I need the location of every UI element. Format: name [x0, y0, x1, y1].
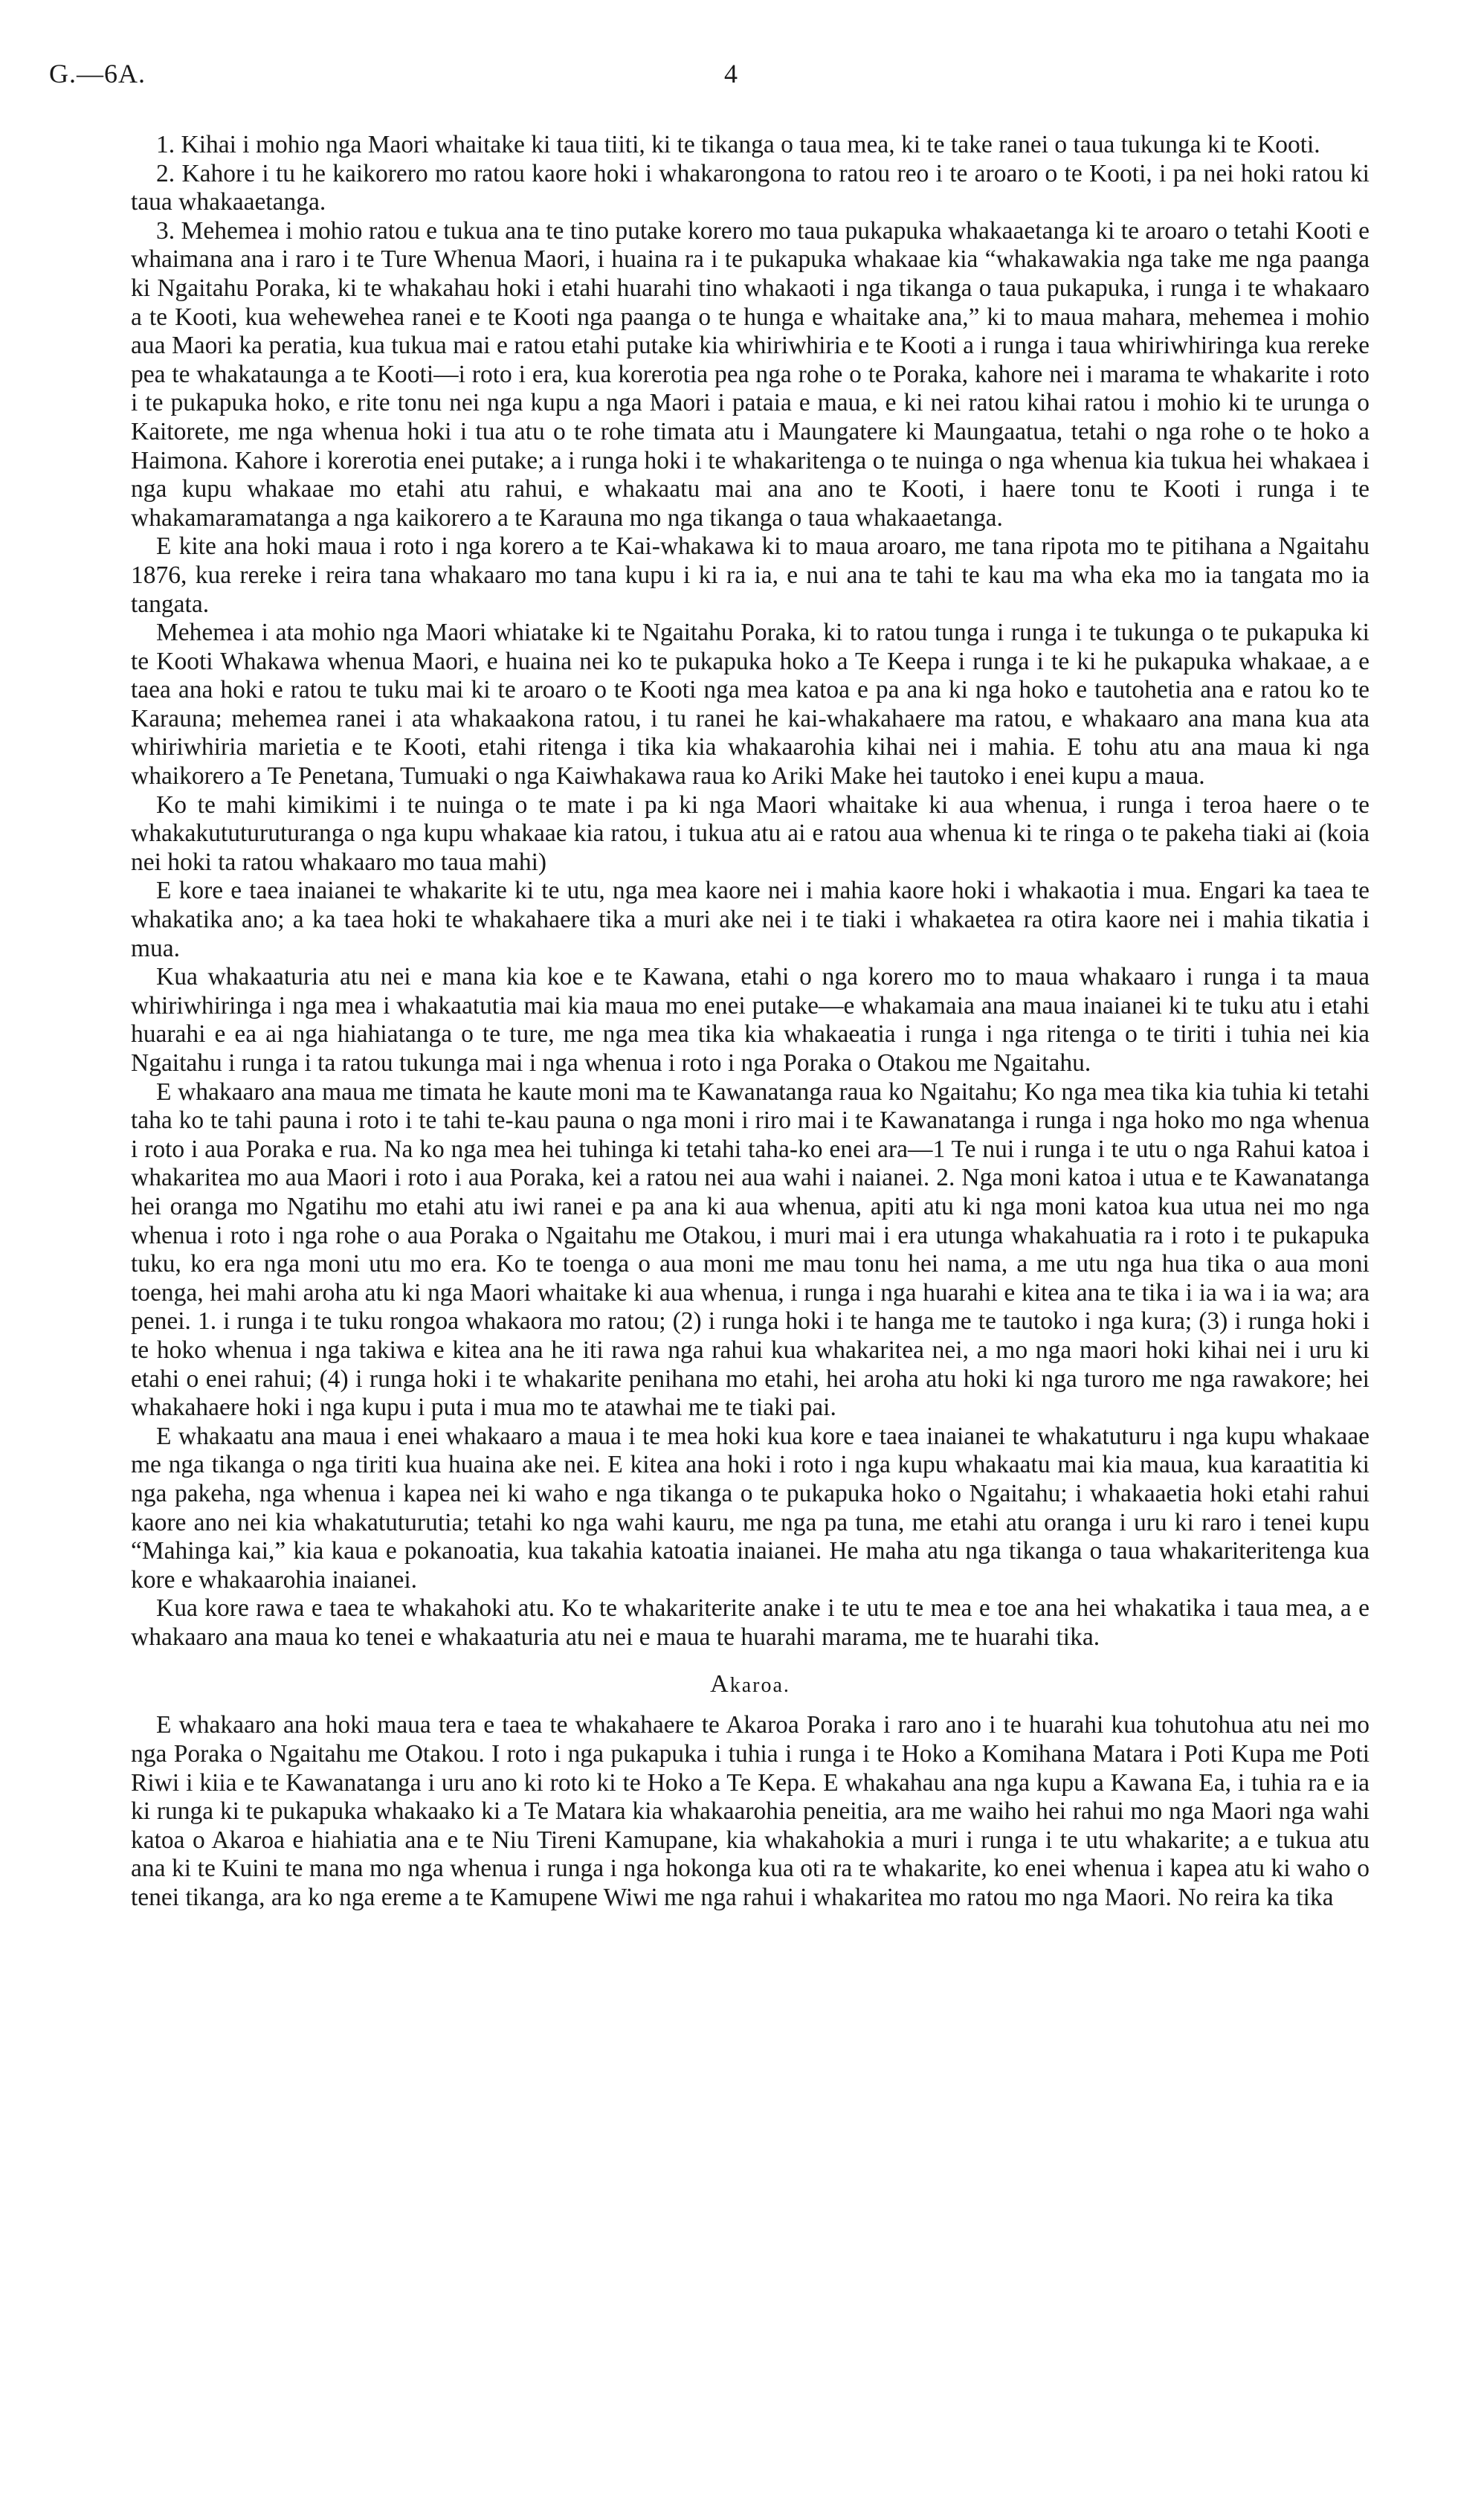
paragraph: 2. Kahore i tu he kaikorero mo ratou kaore hoki i whakarongona to ratou reo i te aroaro o te Kooti, i pa nei hoki ratou ki taua whakaaetanga. [131, 159, 1370, 216]
section-heading-akaroa: Akaroa. [710, 1670, 790, 1698]
paragraph: 1. Kihai i mohio nga Maori whaitake ki taua tiiti, ki te tikanga o taua mea, ki te take ranei o taua tukunga ki te Kooti. [156, 131, 1320, 158]
page-header [49, 58, 1372, 103]
page-number: 4 [724, 59, 738, 88]
paragraph: E kore e taea inaianei te whakarite ki te utu, nga mea kaore nei i mahia kaore hoki i whakaotia i mua. Engari ka taea te whakatika ano; a ka taea hoki te whakahaere tika a muri ake nei i te tiaki i whakaetea ra otira kaore nei i mahia tikatia i mua. [131, 877, 1370, 962]
paragraph: E whakaaro ana maua me timata he kaute moni ma te Kawanatanga raua ko Ngaitahu; Ko nga mea tika kia tuhia ki tetahi taha ko te tahi pauna i roto i te tahi te-kau pauna o nga moni i riro mai i te Kawanatanga i runga i nga hoko mo nga whenua i roto i aua Poraka e rua. Na ko nga mea hei tuhinga ki tetahi taha-ko enei ara—1 Te nui i runga i te utu o nga Rahui katoa i whakaritea mo aua Maori i roto i aua Poraka, kei a ratou nei aua wahi i naianei. 2. Nga moni katoa i utua e te Kawanatanga hei oranga mo Ngatihu mo etahi atu iwi ranei e pa ana ki aua whenua, apiti atu ki nga moni katoa kua utua nei mo nga whenua i roto i nga rohe o aua Poraka o Ngaitahu me Otakou, i muri mai i era utunga whakahuatia ra i roto i te pukapuka tuku, ko era nga moni utu mo era. Ko te toenga o aua moni me mau tonu hei nama, a me utu nga hua tika o aua moni toenga, hei mahi aroha atu ki nga Maori whaitake ki aua whenua, i runga i nga huarahi e kitea ana te tika i ia wa i ia wa; ara penei. 1. i runga i te tuku rongoa whakaora mo ratou; (2) i runga hoki i te hanga me te tautoko i nga kura; (3) i runga hoki i te hoko whenua i nga takiwa e kitea ana he iti rawa nga rahui kua whakaritea nei, a mo nga maori hoki kihai nei i uru ki etahi o enei rahui; (4) i runga hoki i te whakarite penihana mo etahi, hei aroha atu hoki ki nga turoro me nga rawakore; hei whakahaere hoki i nga kupu i puta i mua mo te atawhai me te tiaki pai. [131, 1078, 1370, 1422]
paragraph: 3. Mehemea i mohio ratou e tukua ana te tino putake korero mo taua pukapuka whakaaetanga ki te aroaro o tetahi Kooti e whaimana ana i raro i te Ture Whenua Maori, i huaina ra i te pukapuka whakaae kia “whakawakia nga take me nga paanga ki Ngaitahu Poraka, ki te whakahau hoki i etahi huarahi tino whakaoti i nga tikanga o taua pukapuka, i runga i te whakaaro a te Kooti, kua wehewehea ranei e te Kooti nga paanga o te hunga e whaitake ana,” ki to maua mahara, mehemea i mohio aua Maori ka peratia, kua tukua mai e ratou etahi putake kia whiriwhiria e te Kooti a i runga i taua whiriwhiringa kua rereke pea te whakataunga a te Kooti—i roto i era, kua korerotia pea nga rohe o te Poraka, kahore nei i marama te whakarite i roto i te pukapuka hoko, e rite tonu nei nga kupu a nga Maori i pataia e maua, e ki nei ratou kihai ratou i mohio ki te urunga o Kaitorete, me nga whenua hoki i tua atu o te rohe timata atu i Maungatere ki Maungaatua, tetahi o nga rohe o te hoko a Haimona. Kahore i korerotia enei putake; a i runga hoki i te whakaritenga o te nuinga o nga whenua kia tukua hei whakaea i nga kupu whakaae mo etahi atu rahui, e whakaatu mai ana ano te Kooti, i haere tonu te Kooti i runga i te whakamaramatanga a nga kaikorero a te Karauna mo nga tikanga o taua whakaaetanga. [131, 216, 1370, 532]
paragraph: Ko te mahi kimikimi i te nuinga o te mate i pa ki nga Maori whaitake ki aua whenua, i runga i teroa haere o te whakakututuruturanga o nga kupu whakaae kia ratou, i tukua atu ai e ratou aua whenua ki te ringa o te pakeha tiaki ai (koia nei hoki ta ratou whakaaro mo taua mahi) [131, 790, 1370, 876]
paragraph: Kua kore rawa e taea te whakahoki atu. Ko te whakariterite anake i te utu te mea e toe ana hei whakatika i taua mea, a e whakaaro ana maua ko tenei e whakaaturia atu nei e maua te huarahi marama, me te huarahi tika. [131, 1594, 1370, 1651]
paragraph: E kite ana hoki maua i roto i nga korero a te Kai-whakawa ki to maua aroaro, me tana ripota mo te pitihana a Ngaitahu 1876, kua rereke i reira tana whakaaro mo tana kupu i ki ra ia, e nui ana te tahi te kau ma wha eka mo ia tangata mo ia tangata. [131, 532, 1370, 618]
document-reference: G.—6A. [49, 59, 146, 88]
paragraph: Kua whakaaturia atu nei e mana kia koe e te Kawana, etahi o nga korero mo to maua whakaaro i runga i ta maua whiriwhiringa i nga mea i whakaatutia mai kia maua mo enei putake—e whakamaia ana maua inaianei ki te tuku atu i etahi huarahi e ea ai nga hiahiatanga o te ture, me nga mea tika kia whakaeatia i runga i nga ritenga o te tiriti i tuhia nei kia Ngaitahu i runga i ta ratou tukunga mai i nga whenua i roto i nga Poraka o Otakou me Ngaitahu. [131, 963, 1370, 1077]
paragraph: E whakaaro ana hoki maua tera e taea te whakahaere te Akaroa Poraka i raro ano i te huarahi kua tohutohua atu nei mo nga Poraka o Ngaitahu me Otakou. I roto i nga pukapuka i tuhia i runga i te Hoko a Komihana Matara i Poti Kupa me Poti Riwi i kiia e te Kawanatanga i uru ano ki roto ki te Hoko a Te Kepa. E whakahau ana nga kupu a Kawana Ea, i tuhia ra e ia ki runga ki te pukapuka whakaako ki a Te Matara kia whakaarohia peneitia, ara me waiho hei rahui mo nga Maori nga wahi katoa o Akaroa e hiahiatia ana e te Niu Tireni Kamupane, kia whakahokia a muri i runga i te utu whakarite; a e tukua atu ana ki te Kuini te mana mo nga whenua i runga i nga hokonga kua oti ra te whakarite, ko enei whenua i kapea atu ki waho o tenei tikanga, ara ko nga ereme a te Kamupene Wiwi me nga rahui i whakaritea mo ratou mo nga Maori. No reira ka tika [131, 1711, 1370, 1912]
paragraph: E whakaatu ana maua i enei whakaaro a maua i te mea hoki kua kore e taea inaianei te whakatuturu i nga kupu whakaae me nga tikanga o nga tiriti kua huaina ake nei. E kitea ana hoki i roto i nga kupu whakaatu mai kia maua, kua karaatitia ki nga pakeha, nga whenua i kapea nei ki waho e nga tikanga o te pukapuka hoko o Ngaitahu; i whakaaetia hoki etahi rahui kaore ano nei kia whakatuturutia; tetahi ko nga wahi kauru, me nga pa tuna, me etahi atu oranga i uru ki raro i tenei kupu “Mahinga kai,” kia kaua e pokanoatia, kua takahia katoatia inaianei. He maha atu nga tikanga o taua whakariteritenga kua kore e whakaarohia inaianei. [131, 1422, 1370, 1594]
paragraph: Mehemea i ata mohio nga Maori whiatake ki te Ngaitahu Poraka, ki to ratou tunga i runga i te tukunga o te pukapuka ki te Kooti Whakawa whenua Maori, e huaina nei ko te pukapuka hoko a Te Keepa i runga i te ki he pukapuka whakaae, a e taea ana hoki e ratou te tuku mai ki te aroaro o te Kooti nga mea katoa e pa ana ki nga hoko e tautohetia ana e ratou ko te Karauna; mehemea ranei i ata whakaakona ratou, i tu ranei he kai-whakahaere ma ratou, e whakaaro ana mana kua ata whiriwhiria marietia e te Kooti, etahi ritenga i tika kia whakaarohia kihai nei i mahia. E tohu atu ana maua ki nga whaikorero a Te Penetana, Tumuaki o nga Kaiwhakawa raua ko Ariki Make hei tautoko i enei kupu a maua. [131, 619, 1370, 790]
body-text [131, 131, 1370, 1913]
